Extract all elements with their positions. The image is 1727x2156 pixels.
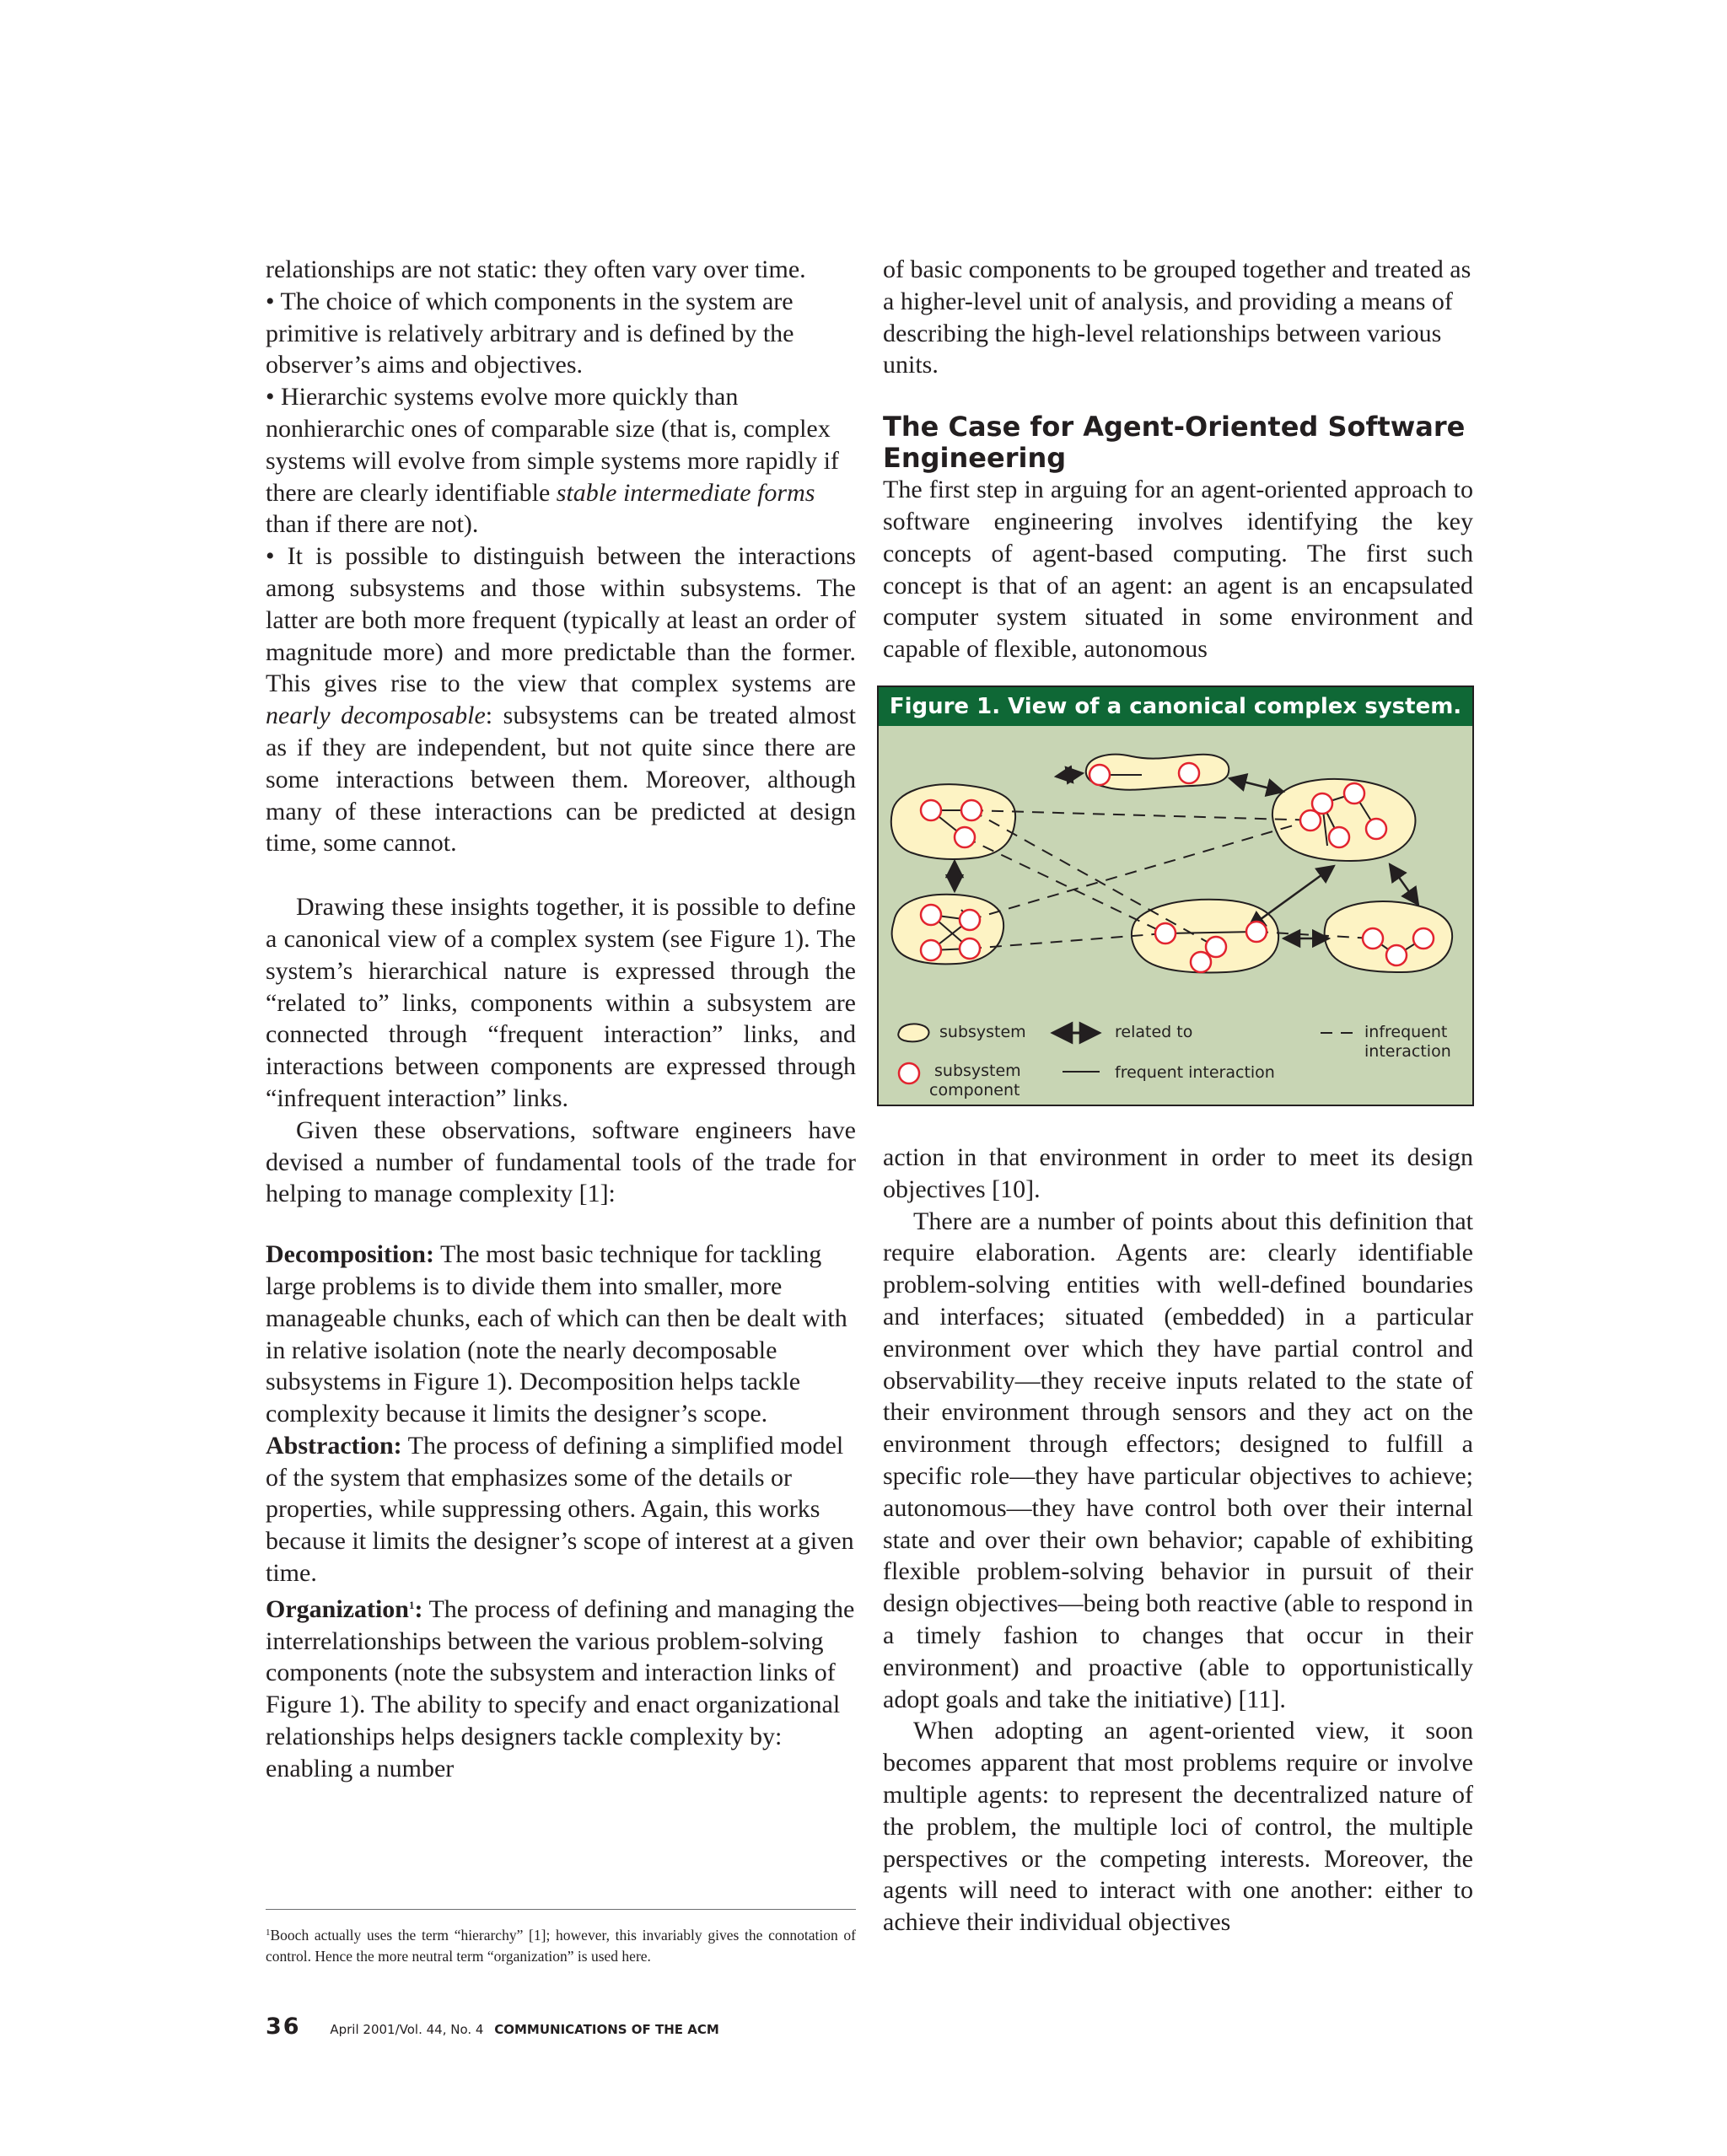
paragraph: Given these observations, software engineers have devised a number of fundamental tools of the trade for helping to manage complexity [1]: (266, 1116, 856, 1208)
footnote-rule (266, 1909, 856, 1910)
footnote-mark: 1 (266, 1927, 271, 1938)
legend-subsystem-icon (898, 1024, 928, 1041)
definition-organization (266, 1589, 856, 1785)
component-node (921, 800, 941, 820)
definition-text: The most basic technique for tackling large problems is to divide them into smaller, more manageable chunks, each of which can then be dealt with in relative isolation (note the nearly decomposable subsystems in Figure 1). Decomposition helps tackle complexity because it limits the designer’s scope. (266, 1240, 847, 1428)
section-heading: The Case for Agent-Oriented Software Engineering (883, 411, 1466, 475)
bullet-item (266, 381, 856, 540)
bullet-item: • The choice of which components in the system are primitive is relatively arbitrary and is defined by the observer’s aims and objectives. (266, 287, 794, 379)
legend-component-label-2: component (929, 1081, 1020, 1100)
legend-related-to-label: related to (1115, 1023, 1193, 1041)
component-node (921, 940, 941, 960)
text-run: than if there are not). (266, 510, 479, 539)
component-node (960, 938, 980, 959)
component-node (955, 827, 975, 847)
component-node (1344, 783, 1364, 804)
definition-abstraction (266, 1430, 856, 1589)
component-node (1366, 819, 1386, 839)
text-run: • Hierarchic systems evolve more quickly than nonhierarchic ones of comparable size (that is, complex systems will evolve from simple systems more rapidly if there are clearly identifiable (266, 383, 839, 507)
text-run: : subsystems can be treated almost as if they are independent, but not quite since there are some interactions between them. Moreover, although many of these interactions can be predicted at design time, some cannot. (266, 702, 856, 858)
component-node (1179, 763, 1199, 783)
legend-frequent-label: frequent interaction (1115, 1063, 1275, 1082)
component-node (1386, 945, 1407, 965)
figure-caption: Figure 1. View of a canonical complex system. (879, 687, 1472, 726)
bullet-item (266, 540, 856, 859)
paragraph: action in that environment in order to meet its design objectives [10]. (883, 1143, 1473, 1203)
paragraph: of basic components to be grouped together and treated as a higher-level unit of analysis, and providing a means of describing the high-level relationships between various units. (883, 255, 1471, 379)
term: Organization (266, 1594, 409, 1623)
issue-info: April 2001/Vol. 44, No. 4 (330, 2022, 484, 2037)
legend-infrequent-label-2: interaction (1364, 1042, 1451, 1061)
page-footer (266, 2014, 1025, 2042)
paragraph: Drawing these insights together, it is possible to define a canonical view of a complex system (see Figure 1). The system’s hierarchical nature is expressed through the “related to” links, components within a subsystem are connected through “frequent interaction” links, and interactions between components are expressed through “infrequent interaction” links. (266, 893, 856, 1112)
component-node (1413, 928, 1434, 949)
component-node (921, 905, 941, 925)
definition-text: The process of defining and managing the interrelationships between the various problem-solving components (note the subsystem and interaction links of Figure 1). The ability to specify and enact organizational relationships helps designers tackle complexity by: enabling a number (266, 1594, 855, 1782)
component-node (1300, 810, 1321, 831)
component-node (1329, 827, 1349, 847)
text-run: • It is possible to distinguish between the interactions among subsystems and those within subsystems. The latter are both more frequent (typically at least an order of magnitude more) and more predictable than the former. This gives rise to the view that complex systems are (266, 542, 856, 698)
emphasis: nearly decomposable (266, 702, 486, 730)
legend-infrequent-label-1: infrequent (1364, 1023, 1448, 1041)
component-node (961, 800, 982, 820)
footnote-marker: 1 (409, 1598, 415, 1611)
emphasis: stable intermediate forms (556, 478, 815, 507)
definition-decomposition (266, 1239, 856, 1430)
subsystem-blob (891, 784, 1015, 859)
page-number: 36 (266, 2014, 301, 2040)
term: Abstraction: (266, 1431, 402, 1460)
paragraph: relationships are not static: they often vary over time. (266, 255, 806, 283)
left-column (266, 254, 856, 1785)
journal-name: COMMUNICATIONS OF THE ACM (494, 2022, 719, 2037)
footnote (266, 1922, 856, 1967)
definition-text: The process of defining a simplified model of the system that emphasizes some of the details or properties, while suppressing others. Again, this works because it limits the designer’s scope of interest at a given time. (266, 1431, 854, 1588)
legend-subsystem-label: subsystem (939, 1023, 1026, 1041)
right-column-top (883, 254, 1473, 665)
term: Decomposition: (266, 1240, 434, 1269)
component-node (1246, 922, 1267, 942)
component-node (960, 910, 980, 930)
right-column-bottom (883, 1142, 1473, 1938)
component-node (1206, 937, 1226, 957)
legend-component-label-1: subsystem (934, 1062, 1021, 1080)
paragraph: There are a number of points about this definition that require elaboration. Agents are: clearly identifiable problem-solving entities with well-defined boundaries and interfaces; situated (embedded) in a particular environment over which they have partial control and observability—they receive inputs related to the state of their environment through sensors and they act on the environment through effectors; designed to fulfill a specific role—they have particular objectives to achieve; autonomous—they have control both over their internal state and over their own behavior; capable of exhibiting flexible problem-solving behavior in pursuit of their design objectives—being both reactive (able to respond in a timely fashion to changes that occur in their environment) and proactive (able to opportunistically adopt goals and take the initiative) [11]. (883, 1207, 1473, 1713)
paragraph: The first step in arguing for an agent-oriented approach to software engineering involves identifying the key concepts of agent-based computing. The first such concept is that of an agent: an agent is an encapsulated computer system situated in some environment and capable of flexible, autonomous (883, 476, 1473, 664)
component-node (1191, 952, 1211, 972)
term-colon: : (414, 1594, 423, 1623)
component-node (1089, 765, 1110, 785)
component-node (1363, 928, 1383, 949)
legend-component-icon (899, 1063, 919, 1083)
footnote-text: Booch actually uses the term “hierarchy” [1]; however, this invariably gives the connotation of control. Hence the more neutral term “organization” is used here. (266, 1927, 856, 1965)
figure-1 (877, 686, 1474, 1106)
paragraph: When adopting an agent-oriented view, it soon becomes apparent that most problems require or involve multiple agents: to represent the decentralized nature of the problem, the multiple loci of control, the multiple perspectives or the competing interests. Moreover, the agents will need to interact with one another: either to achieve their individual objectives (883, 1717, 1473, 1937)
component-node (1155, 923, 1176, 944)
